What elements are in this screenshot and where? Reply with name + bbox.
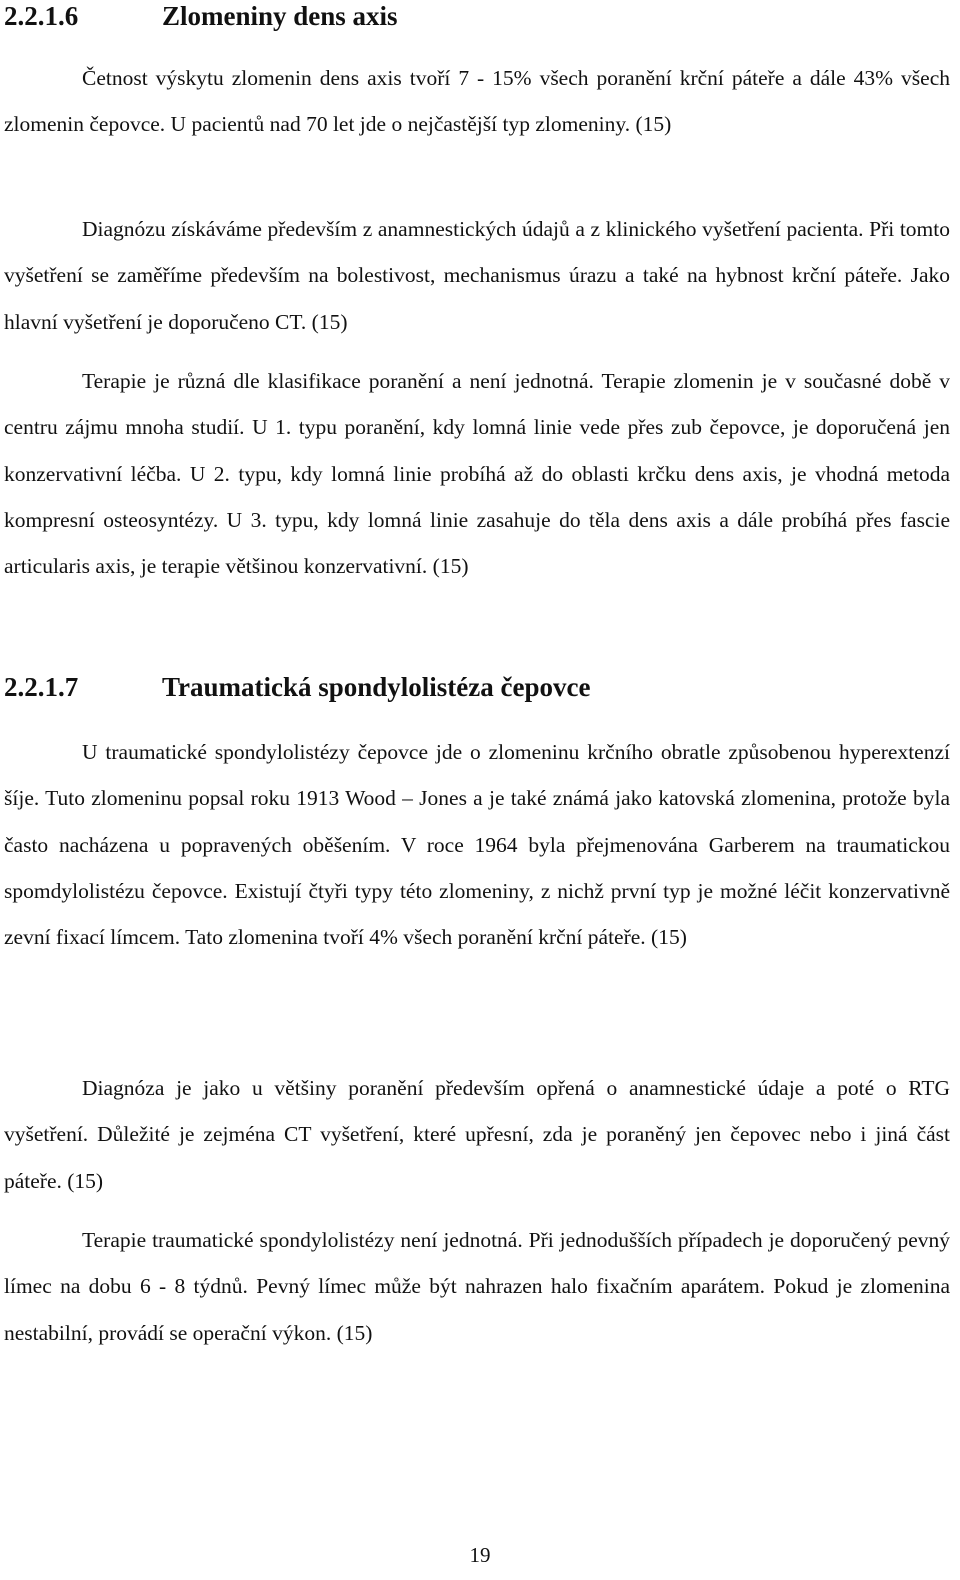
paragraph-therapy: Terapie traumatické spondylolistézy není jednotná. Při jednodušších případech je doporučený pevný límec na dobu 6 - 8 týdnů. Pevný límec může být nahrazen halo fixačním aparátem. Pokud je zlomenina nestabilní, provádí se operační výkon. (15) <box>4 1228 950 1345</box>
paragraph-description: U traumatické spondylolistézy čepovce jde o zlomeninu krčního obratle způsobenou hyperextenzí šíje. Tuto zlomeninu popsal roku 1913 Wood – Jones a je také známá jako katovská zlomenina, protože byla často nacházena u popravených oběšením. V roce 1964 byla přejmenována Garberem na traumatickou spomdylolistézu čepovce. Existují čtyři typy této zlomeniny, z nichž první typ je možné léčit konzervativně zevní fixací límcem. Tato zlomenina tvoří 4% všech poranění krční páteře. (15) <box>4 740 950 950</box>
section-heading-2-2-1-6 <box>4 0 398 32</box>
section-number: 2.2.1.7 <box>4 672 79 702</box>
page-number: 19 <box>469 1543 491 1567</box>
section-number: 2.2.1.6 <box>4 1 79 31</box>
section-title: Zlomeniny dens axis <box>162 1 398 31</box>
section-heading-2-2-1-7 <box>4 671 590 703</box>
section-title: Traumatická spondylolistéza čepovce <box>162 672 591 702</box>
paragraph-diagnosis: Diagnóza je jako u většiny poranění především opřená o anamnestické údaje a poté o RTG vyšetření. Důležité je zejména CT vyšetření, které upřesní, zda je poraněný jen čepovec nebo i jiná část páteře. (15) <box>4 1076 950 1193</box>
paragraph-diagnosis: Diagnózu získáváme především z anamnestických údajů a z klinického vyšetření pacienta. Při tomto vyšetření se zaměříme především na bolestivost, mechanismus úrazu a také na hybnost krční páteře. Jako hlavní vyšetření je doporučeno CT. (15) <box>4 217 950 334</box>
paragraph-therapy: Terapie je různá dle klasifikace poranění a není jednotná. Terapie zlomenin je v současné době v centru zájmu mnoha studií. U 1. typu poranění, kdy lomná linie vede přes zub čepovce, je doporučená jen konzervativní léčba. U 2. typu, kdy lomná linie probíhá až do oblasti krčku dens axis, je vhodná metoda kompresní osteosyntézy. U 3. typu, kdy lomná linie zasahuje do těla dens axis a dále probíhá přes fascie articularis axis, je terapie většinou konzervativní. (15) <box>4 369 950 579</box>
paragraph-incidence: Četnost výskytu zlomenin dens axis tvoří 7 - 15% všech poranění krční páteře a dále 43% všech zlomenin čepovce. U pacientů nad 70 let jde o nejčastější typ zlomeniny. (15) <box>4 66 950 137</box>
